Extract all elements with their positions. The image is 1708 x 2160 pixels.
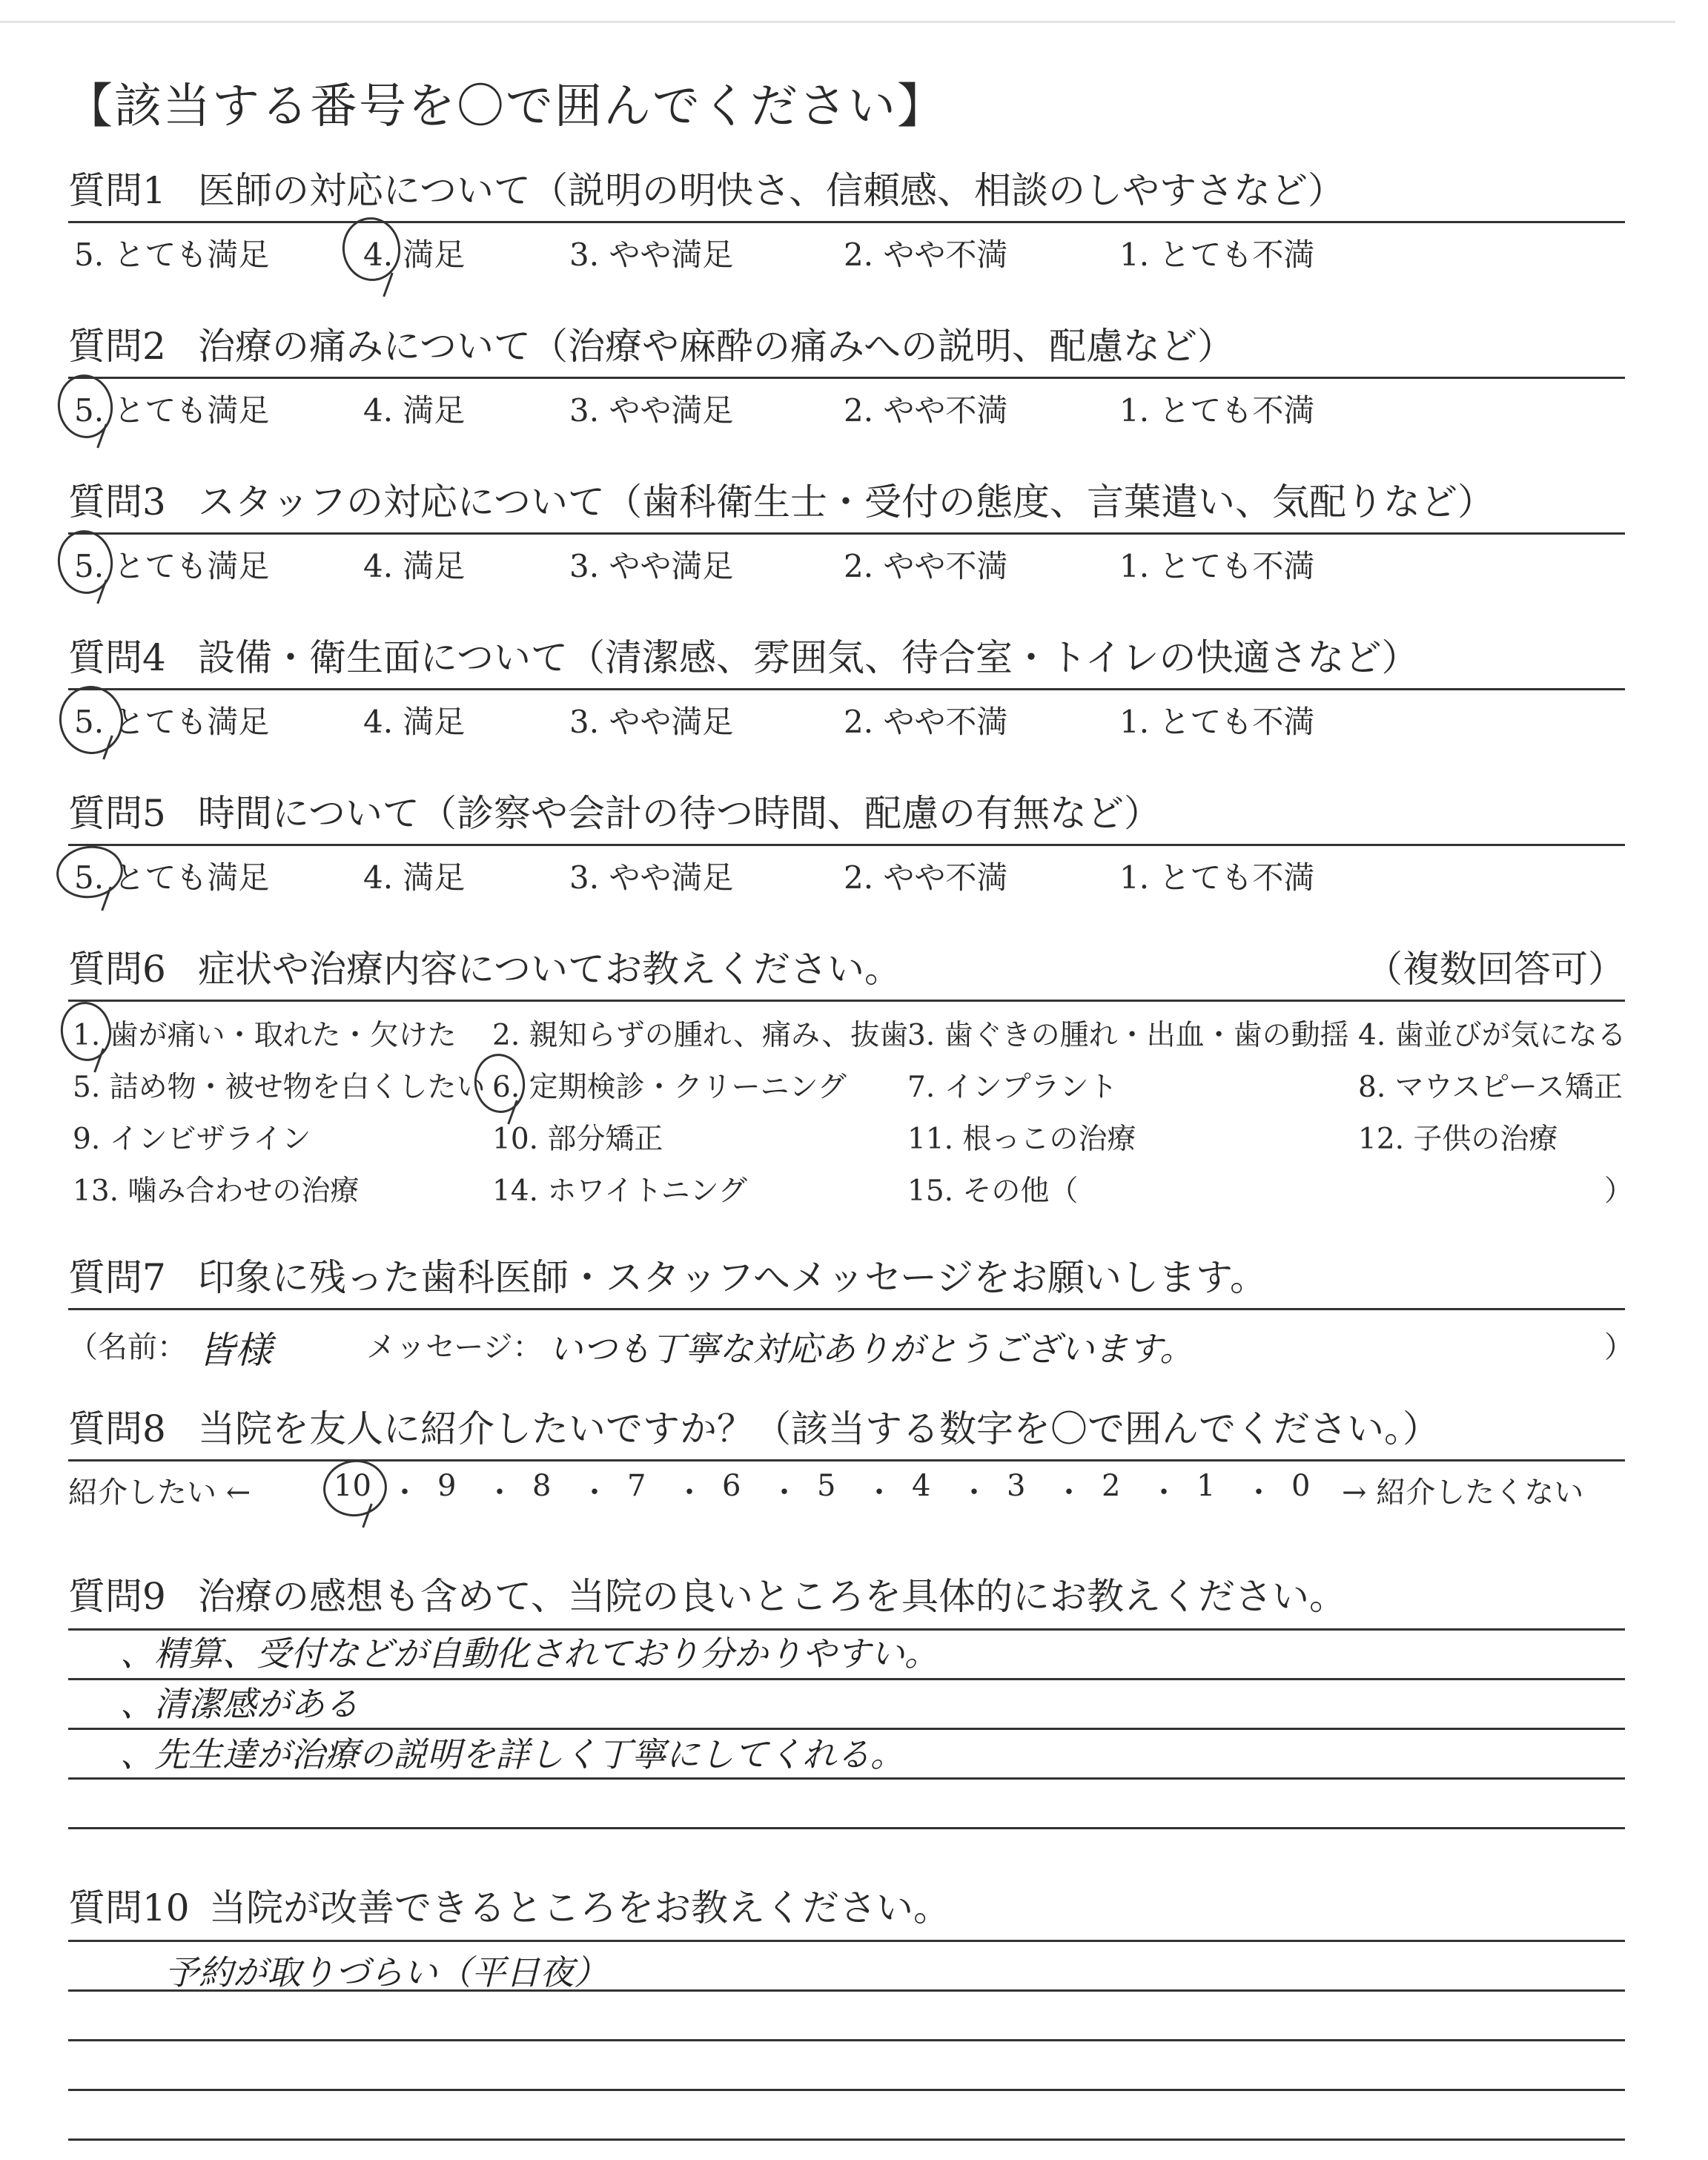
- option-3[interactable]: 3. やや満足: [569, 548, 734, 584]
- answer-line: [68, 1940, 1625, 1942]
- question-number: 質問9: [68, 1575, 166, 1618]
- selection-circle: [53, 371, 116, 441]
- scale-separator: ・: [959, 1476, 989, 1510]
- scale-option-3[interactable]: 3: [1007, 1469, 1026, 1503]
- selection-circle: [55, 681, 128, 758]
- option-1[interactable]: 1. とても不満: [1119, 704, 1315, 740]
- divider: [68, 221, 1625, 223]
- symptom-option[interactable]: 11. 根っこの治療: [907, 1123, 1136, 1156]
- symptom-option[interactable]: 4. 歯並びが気になる: [1358, 1019, 1626, 1052]
- question-text: 治療の感想も含めて、当院の良いところを具体的にお教えください。: [198, 1575, 1346, 1618]
- option-5[interactable]: 5. とても満足: [74, 704, 270, 740]
- scale-separator: ・: [580, 1476, 609, 1510]
- recommend-scale: [68, 1469, 1625, 1521]
- selection-circle: [471, 1051, 529, 1117]
- divider: [68, 688, 1625, 690]
- question-text: 当院が改善できるところをお教えください。: [209, 1886, 950, 1929]
- divider: [68, 844, 1625, 846]
- question-text: スタッフの対応について（歯科衛生士・受付の態度、言葉遣い、気配りなど）: [198, 480, 1494, 524]
- scale-option-2[interactable]: 2: [1102, 1469, 1121, 1503]
- option-5[interactable]: 5. とても満足: [74, 548, 270, 584]
- other-close-paren: ）: [1604, 1175, 1634, 1208]
- scale-option-9[interactable]: 9: [437, 1469, 457, 1503]
- option-2[interactable]: 2. やや不満: [844, 548, 1008, 584]
- option-4[interactable]: 4. 満足: [363, 704, 466, 740]
- option-4[interactable]: 4. 満足: [363, 859, 466, 896]
- symptom-option[interactable]: 2. 親知らずの腫れ、痛み、抜歯: [492, 1019, 909, 1052]
- option-3[interactable]: 3. やや満足: [569, 237, 734, 273]
- symptom-option[interactable]: 15. その他（: [907, 1175, 1079, 1208]
- question-text: 当院を友人に紹介したいですか？（該当する数字を〇で囲んでください。）: [198, 1407, 1440, 1450]
- scale-separator: ・: [675, 1476, 704, 1510]
- answer-line: [68, 1827, 1625, 1829]
- option-5[interactable]: 5. とても満足: [74, 392, 270, 429]
- scale-option-8[interactable]: 8: [532, 1469, 552, 1503]
- symptom-option[interactable]: 7. インプラント: [907, 1071, 1118, 1104]
- question-number: 質問4: [68, 636, 166, 679]
- symptom-option[interactable]: 10. 部分矯正: [492, 1123, 663, 1156]
- selection-circle: [53, 526, 116, 597]
- handwritten-answer[interactable]: 予約が取りづらい（平日夜）: [165, 1952, 608, 1992]
- scale-separator: ・: [1054, 1476, 1084, 1510]
- question-9: [68, 1571, 1625, 1829]
- scale-option-6[interactable]: 6: [722, 1469, 741, 1503]
- selection-circle: [320, 1456, 391, 1520]
- option-1[interactable]: 1. とても不満: [1119, 548, 1315, 584]
- scale-option-10[interactable]: 10: [334, 1469, 371, 1503]
- symptom-option[interactable]: 9. インビザライン: [73, 1123, 311, 1156]
- option-5[interactable]: 5. とても満足: [74, 237, 270, 273]
- scale-option-5[interactable]: 5: [817, 1469, 836, 1503]
- answer-line: [68, 2039, 1625, 2041]
- divider: [68, 1459, 1625, 1462]
- question-5: [68, 787, 1625, 901]
- scale-separator: ・: [769, 1476, 799, 1510]
- scale-separator: ・: [864, 1476, 894, 1510]
- symptom-option[interactable]: 8. マウスピース矯正: [1358, 1071, 1623, 1104]
- question-number: 質問1: [68, 169, 166, 212]
- question-4: [68, 632, 1625, 745]
- divider: [68, 377, 1625, 379]
- question-number: 質問2: [68, 325, 166, 368]
- scale-option-1[interactable]: 1: [1196, 1469, 1216, 1503]
- scale-separator: ・: [390, 1476, 420, 1510]
- symptom-option[interactable]: 3. 歯ぐきの腫れ・出血・歯の動揺: [907, 1019, 1349, 1052]
- handwritten-answer[interactable]: 、先生達が治療の説明を詳しく丁寧にしてくれる。: [120, 1734, 904, 1774]
- question-text: 設備・衛生面について（清潔感、雰囲気、待合室・トイレの快適さなど）: [198, 636, 1419, 679]
- handwritten-answer[interactable]: 、清潔感がある: [120, 1684, 359, 1724]
- question-text: 治療の痛みについて（治療や麻酔の痛みへの説明、配慮など）: [198, 325, 1234, 368]
- option-3[interactable]: 3. やや満足: [569, 392, 734, 429]
- option-3[interactable]: 3. やや満足: [569, 859, 734, 896]
- question-text: 印象に残った歯科医師・スタッフへメッセージをお願いします。: [198, 1256, 1267, 1299]
- question-number: 質問3: [68, 480, 166, 524]
- top-border: [0, 21, 1675, 23]
- scale-separator: ・: [485, 1476, 514, 1510]
- multiple-answer-note: （複数回答可）: [1366, 948, 1625, 991]
- question-3: [68, 476, 1625, 589]
- divider: [68, 1308, 1625, 1310]
- scale-separator: ・: [1149, 1476, 1179, 1510]
- question-2: [68, 320, 1625, 434]
- option-4[interactable]: 4. 満足: [363, 237, 466, 273]
- option-1[interactable]: 1. とても不満: [1119, 392, 1315, 429]
- question-8: [68, 1403, 1625, 1521]
- scale-left-label: 紹介したい ←: [68, 1476, 251, 1510]
- answer-lines: [68, 1628, 1625, 1829]
- symptom-option[interactable]: 1. 歯が痛い・取れた・欠けた: [73, 1019, 457, 1052]
- symptom-option[interactable]: 13. 噛み合わせの治療: [73, 1175, 360, 1208]
- selection-circle: [57, 999, 115, 1065]
- symptom-option[interactable]: 6. 定期検診・クリーニング: [492, 1071, 847, 1104]
- question-number: 質問8: [68, 1407, 166, 1450]
- answer-line: [68, 2138, 1625, 2141]
- question-text: 時間について（診察や会計の待つ時間、配慮の有無など）: [198, 792, 1161, 835]
- message-handwritten[interactable]: いつも丁寧な対応ありがとうございます。: [549, 1329, 1194, 1369]
- question-1: [68, 165, 1625, 278]
- option-2[interactable]: 2. やや不満: [844, 237, 1008, 273]
- message-label: メッセージ：: [366, 1330, 543, 1364]
- option-3[interactable]: 3. やや満足: [569, 704, 734, 740]
- answer-lines: [68, 1940, 1625, 2141]
- name-handwritten[interactable]: 皆様: [198, 1329, 272, 1372]
- scale-option-4[interactable]: 4: [912, 1469, 931, 1503]
- divider: [68, 1000, 1625, 1002]
- answer-line: [68, 1777, 1625, 1780]
- symptom-grid: [68, 1012, 1634, 1227]
- question-10: [68, 1882, 1625, 2141]
- option-5[interactable]: 5. とても満足: [74, 859, 270, 896]
- question-number: 質問7: [68, 1256, 166, 1299]
- answer-line: [68, 2089, 1625, 2091]
- option-2[interactable]: 2. やや不満: [844, 704, 1008, 740]
- message-close-paren: ）: [1604, 1330, 1634, 1364]
- option-2[interactable]: 2. やや不満: [844, 392, 1008, 429]
- handwritten-answer[interactable]: 、精算、受付などが自動化されており分かりやすい。: [120, 1634, 939, 1674]
- option-2[interactable]: 2. やや不満: [844, 859, 1008, 896]
- question-6: [68, 943, 1634, 1227]
- option-4[interactable]: 4. 満足: [363, 392, 466, 429]
- option-1[interactable]: 1. とても不満: [1119, 237, 1315, 273]
- symptom-option[interactable]: 12. 子供の治療: [1358, 1123, 1558, 1156]
- symptom-option[interactable]: 14. ホワイトニング: [492, 1175, 747, 1208]
- scale-option-7[interactable]: 7: [627, 1469, 646, 1503]
- question-number: 質問10: [68, 1886, 190, 1929]
- scale-option-0[interactable]: 0: [1291, 1469, 1311, 1503]
- symptom-option[interactable]: 5. 詰め物・被せ物を白くしたい: [73, 1071, 486, 1104]
- question-number: 質問5: [68, 792, 166, 835]
- scale-separator: ・: [1244, 1476, 1274, 1510]
- question-7: [68, 1252, 1634, 1375]
- option-4[interactable]: 4. 満足: [363, 548, 466, 584]
- divider: [68, 532, 1625, 535]
- question-text: 症状や治療内容についてお教えください。: [198, 948, 901, 991]
- question-text: 医師の対応について（説明の明快さ、信頼感、相談のしやすさなど）: [198, 169, 1345, 212]
- page-title: 【該当する番号を〇で囲んでください】: [65, 79, 946, 134]
- name-label: （名前：: [68, 1330, 187, 1364]
- question-number: 質問6: [68, 948, 166, 991]
- option-1[interactable]: 1. とても不満: [1119, 859, 1315, 896]
- scale-right-label: → 紹介したくない: [1342, 1476, 1584, 1510]
